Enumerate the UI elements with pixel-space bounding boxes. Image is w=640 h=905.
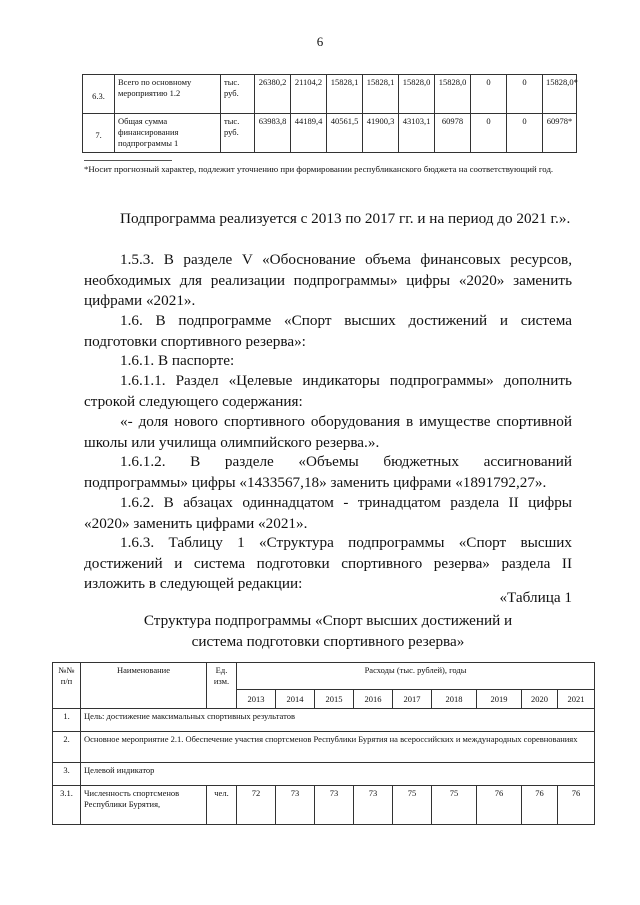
value-cell: 15828,0* xyxy=(543,75,577,114)
row-unit: тыс. руб. xyxy=(221,75,255,114)
table-row xyxy=(53,732,595,763)
year-header: 2016 xyxy=(354,690,393,709)
value-cell: 63983,8 xyxy=(255,114,291,153)
value-cell: 15828,0 xyxy=(435,75,471,114)
header-name: Наименование xyxy=(81,663,207,709)
table-row xyxy=(83,75,577,114)
value-cell: 15828,1 xyxy=(327,75,363,114)
paragraph: 1.6.1. В паспорте: xyxy=(120,352,235,369)
table-caption: «Таблица 1 xyxy=(499,589,572,606)
year-header: 2019 xyxy=(477,690,522,709)
year-header: 2014 xyxy=(276,690,315,709)
year-header: 2020 xyxy=(522,690,558,709)
value-cell: 43103,1 xyxy=(399,114,435,153)
value-cell: 15828,0 xyxy=(399,75,435,114)
value-cell: 76 xyxy=(522,786,558,825)
page-number: 6 xyxy=(316,34,324,49)
financing-table-fragment xyxy=(82,74,577,153)
paragraph: 1.6.2. В абзацах одиннадцатом - тринадцатом раздела II цифры «2020» заменить цифрами «2021». xyxy=(84,494,572,532)
subprogram-structure-table xyxy=(52,662,595,825)
row-number: 7. xyxy=(83,114,115,153)
value-cell: 73 xyxy=(354,786,393,825)
year-header: 2013 xyxy=(237,690,276,709)
table-row xyxy=(83,114,577,153)
paragraph: 1.5.3. В разделе V «Обоснование объема финансовых ресурсов, необходимых для реализации подпрограммы» цифры «2020» заменить цифрами «2021». xyxy=(84,251,572,309)
row-name: Численность спортсменов Республики Бурятия, xyxy=(81,786,207,825)
indicator-text: Целевой индикатор xyxy=(81,763,595,786)
value-cell: 15828,1 xyxy=(363,75,399,114)
row-number: 3. xyxy=(53,763,81,786)
paragraph: 1.6. В подпрограмме «Спорт высших достижений и система подготовки спортивного резерва»: xyxy=(84,312,572,350)
header-expenses: Расходы (тыс. рублей), годы xyxy=(237,663,595,690)
value-cell: 0 xyxy=(471,114,507,153)
row-number: 3.1. xyxy=(53,786,81,825)
table-title xyxy=(84,610,572,652)
header-num: №№ п/п xyxy=(53,663,81,709)
row-unit: чел. xyxy=(207,786,237,825)
activity-text: Основное мероприятие 2.1. Обеспечение участия спортсменов Республики Бурятия на всероссийских и международных соревнованиях xyxy=(81,732,595,763)
paragraph: 1.6.1.2. В разделе «Объемы бюджетных ассигнований подпрограммы» цифры «1433567,18» заменить цифрами «1891792,27». xyxy=(84,453,572,491)
value-cell: 40561,5 xyxy=(327,114,363,153)
row-number: 1. xyxy=(53,709,81,732)
row-name: Всего по основному мероприятию 1.2 xyxy=(115,75,221,114)
value-cell: 76 xyxy=(558,786,595,825)
value-cell: 75 xyxy=(393,786,432,825)
table-row xyxy=(53,786,595,825)
footnote: *Носит прогнозный характер, подлежит уточнению при формировании республиканского бюджета на соответствующий год. xyxy=(84,164,554,174)
paragraph: 1.6.1.1. Раздел «Целевые индикаторы подпрограммы» дополнить строкой следующего содержания: xyxy=(84,372,572,410)
header-unit: Ед. изм. xyxy=(207,663,237,709)
value-cell: 26380,2 xyxy=(255,75,291,114)
table-row xyxy=(53,709,595,732)
paragraph: «- доля нового спортивного оборудования в имуществе спортивной школы или училища олимпийского резерва.». xyxy=(84,413,572,451)
value-cell: 21104,2 xyxy=(291,75,327,114)
value-cell: 75 xyxy=(432,786,477,825)
value-cell: 0 xyxy=(507,114,543,153)
paragraph: Подпрограмма реализуется с 2013 по 2017 гг. и на период до 2021 г.». xyxy=(120,210,571,227)
value-cell: 60978* xyxy=(543,114,577,153)
value-cell: 73 xyxy=(315,786,354,825)
value-cell: 0 xyxy=(471,75,507,114)
year-header: 2021 xyxy=(558,690,595,709)
table-row xyxy=(53,763,595,786)
table-title-line: Структура подпрограммы «Спорт высших достижений и xyxy=(143,612,513,629)
value-cell: 76 xyxy=(477,786,522,825)
value-cell: 60978 xyxy=(435,114,471,153)
table-header-row xyxy=(53,663,595,690)
row-number: 2. xyxy=(53,732,81,763)
value-cell: 72 xyxy=(237,786,276,825)
row-name: Общая сумма финансирования подпрограммы 1 xyxy=(115,114,221,153)
table-title-line: система подготовки спортивного резерва» xyxy=(191,633,465,650)
value-cell: 73 xyxy=(276,786,315,825)
year-header: 2017 xyxy=(393,690,432,709)
year-header: 2018 xyxy=(432,690,477,709)
value-cell: 0 xyxy=(507,75,543,114)
row-unit: тыс. руб. xyxy=(221,114,255,153)
row-number: 6.3. xyxy=(83,75,115,114)
goal-text: Цель: достижение максимальных спортивных результатов xyxy=(81,709,595,732)
footnote-divider xyxy=(84,160,172,161)
value-cell: 41900,3 xyxy=(363,114,399,153)
value-cell: 44189,4 xyxy=(291,114,327,153)
year-header: 2015 xyxy=(315,690,354,709)
paragraph: 1.6.3. Таблицу 1 «Структура подпрограммы «Спорт высших достижений и система подготовки спортивного резерва» раздела II изложить в следующей редакции: xyxy=(84,534,572,592)
